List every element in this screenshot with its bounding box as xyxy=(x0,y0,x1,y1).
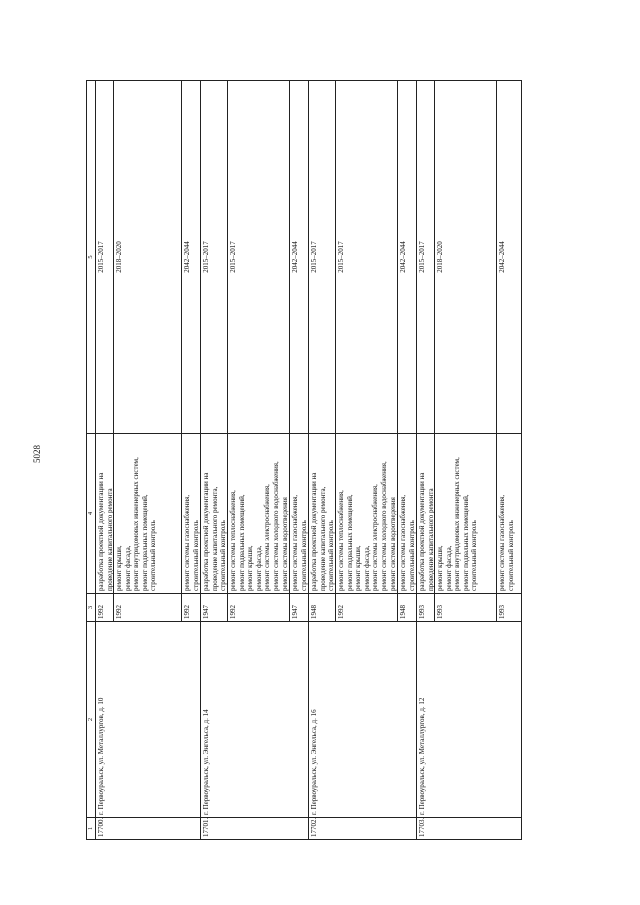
work-item: строительный контроль xyxy=(327,520,336,591)
table-group xyxy=(417,80,522,840)
repair-period: 2015–2017 xyxy=(418,241,426,273)
work-item: ремонт внутридомовых инженерных систем, xyxy=(453,457,462,591)
construction-year: 1992 xyxy=(96,593,113,621)
repair-period: 2015–2017 xyxy=(310,241,318,273)
work-item: проведение капитального ремонта, xyxy=(210,486,219,591)
table-row xyxy=(114,81,182,621)
work-item: строительный контроль xyxy=(219,520,228,591)
work-item: проведение капитального ремонта, xyxy=(318,486,327,591)
group-rows xyxy=(201,81,308,621)
work-item: строительный контроль xyxy=(149,520,158,591)
works-list xyxy=(201,433,227,593)
record-number: 17703. xyxy=(417,817,521,839)
record-number: 17702. xyxy=(309,817,416,839)
table-row xyxy=(417,81,435,621)
table-group xyxy=(309,80,417,840)
work-item: ремонт системы теплоснабжения, xyxy=(229,490,237,591)
table-row xyxy=(290,81,308,621)
works-list xyxy=(182,433,200,593)
page-number: 5028 xyxy=(32,445,42,463)
work-item: строительный контроль xyxy=(470,520,479,591)
work-item: ремонт системы теплоснабжения, xyxy=(337,490,345,591)
header-col-2: 2 xyxy=(87,621,95,817)
work-item: строительный контроль xyxy=(191,520,200,591)
repair-period: 2015–2017 xyxy=(97,241,105,273)
work-item: ремонт крыши, xyxy=(354,545,363,591)
work-item: проведение капитального ремонта xyxy=(426,488,435,591)
record-number: 17701. xyxy=(201,817,308,839)
work-item: ремонт системы водоотведения xyxy=(280,497,289,591)
table-row xyxy=(182,81,200,621)
work-item: ремонт подвальных помещений, xyxy=(345,494,354,591)
construction-year: 1992 xyxy=(336,593,397,621)
repair-period: 2015–2017 xyxy=(229,241,237,273)
work-item: строительный контроль xyxy=(407,520,416,591)
rotated-table-viewport xyxy=(86,80,602,840)
repair-period: 2015–2017 xyxy=(337,241,345,273)
repair-period: 2042–2044 xyxy=(183,241,191,273)
work-item: ремонт системы водоотведения xyxy=(388,497,397,591)
works-list xyxy=(435,433,496,593)
table-row xyxy=(96,81,114,621)
record-number: 17700. xyxy=(96,817,200,839)
work-item: ремонт системы холодного водоснабжения, xyxy=(379,461,388,591)
works-list xyxy=(336,433,397,593)
works-list xyxy=(96,433,113,593)
table-row xyxy=(398,81,416,621)
table-row xyxy=(201,81,228,621)
work-item: ремонт системы электроснабжения, xyxy=(263,484,272,591)
table-row xyxy=(435,81,497,621)
building-address: г. Первоуральск, ул. Энгельса, д. 14 xyxy=(201,621,308,817)
work-item: разработка проектной документации на xyxy=(97,472,105,591)
construction-year: 1992 xyxy=(114,593,181,621)
work-item: ремонт крыши, xyxy=(246,545,255,591)
table-row xyxy=(228,81,290,621)
work-item: разработка проектной документации на xyxy=(310,472,318,591)
group-rows xyxy=(417,81,521,621)
works-list xyxy=(114,433,181,593)
work-item: проведение капитального ремонта xyxy=(105,488,114,591)
construction-year: 1993 xyxy=(417,593,434,621)
construction-year: 1993 xyxy=(497,593,521,621)
construction-year: 1948 xyxy=(398,593,416,621)
works-list xyxy=(309,433,335,593)
work-item: ремонт фасада, xyxy=(444,545,453,591)
work-item: ремонт фасада, xyxy=(254,545,263,591)
construction-year: 1992 xyxy=(182,593,200,621)
work-item: ремонт системы газоснабжения, xyxy=(498,494,506,591)
table-row xyxy=(309,81,336,621)
work-item: ремонт подвальных помещений, xyxy=(237,494,246,591)
work-item: разработка проектной документации на xyxy=(202,472,210,591)
work-item: ремонт системы холодного водоснабжения, xyxy=(271,461,280,591)
building-address: г. Первоуральск, ул. Металлургов, д. 10 xyxy=(96,621,200,817)
header-col-1: 1 xyxy=(87,817,95,839)
repair-period: 2042–2044 xyxy=(291,241,299,273)
works-list xyxy=(417,433,434,593)
table-group xyxy=(201,80,309,840)
header-col-5: 5 xyxy=(87,255,94,259)
table-row xyxy=(336,81,398,621)
repair-period: 2018–2020 xyxy=(115,241,123,273)
work-item: строительный контроль xyxy=(506,520,515,591)
work-item: ремонт системы газоснабжения, xyxy=(291,494,299,591)
repair-period: 2018–2020 xyxy=(436,241,444,273)
work-item: разработка проектной документации на xyxy=(418,472,426,591)
construction-year: 1992 xyxy=(228,593,289,621)
building-address: г. Первоуральск, ул. Металлургов, д. 12 xyxy=(417,621,521,817)
work-item: строительный контроль xyxy=(299,520,308,591)
works-list xyxy=(398,433,416,593)
work-item: ремонт системы газоснабжения, xyxy=(183,494,191,591)
work-item: ремонт системы электроснабжения, xyxy=(371,484,380,591)
construction-year: 1947 xyxy=(201,593,227,621)
work-item: ремонт фасада, xyxy=(123,545,132,591)
table-group xyxy=(96,80,201,840)
work-item: ремонт подвальных помещений, xyxy=(140,494,149,591)
group-rows xyxy=(309,81,416,621)
construction-year: 1948 xyxy=(309,593,335,621)
work-item: ремонт крыши, xyxy=(115,545,123,591)
repair-period: 2042–2044 xyxy=(498,241,506,273)
works-list xyxy=(228,433,289,593)
table-row xyxy=(497,81,521,621)
table-header-row xyxy=(86,80,96,840)
works-list xyxy=(497,433,521,593)
repair-schedule-table xyxy=(86,80,602,840)
works-list xyxy=(290,433,308,593)
work-item: ремонт подвальных помещений, xyxy=(461,494,470,591)
work-item: ремонт внутридомовых инженерных систем, xyxy=(132,457,141,591)
work-item: ремонт крыши, xyxy=(436,545,444,591)
work-item: ремонт системы газоснабжения, xyxy=(399,494,407,591)
table-body xyxy=(96,80,522,840)
header-col-3: 3 xyxy=(87,593,95,621)
construction-year: 1947 xyxy=(290,593,308,621)
repair-period: 2015–2017 xyxy=(202,241,210,273)
repair-period: 2042–2044 xyxy=(399,241,407,273)
work-item: ремонт фасада, xyxy=(362,545,371,591)
group-rows xyxy=(96,81,200,621)
construction-year: 1993 xyxy=(435,593,496,621)
header-col-4: 4 xyxy=(87,433,95,593)
building-address: г. Первоуральск, ул. Энгельса, д. 16 xyxy=(309,621,416,817)
